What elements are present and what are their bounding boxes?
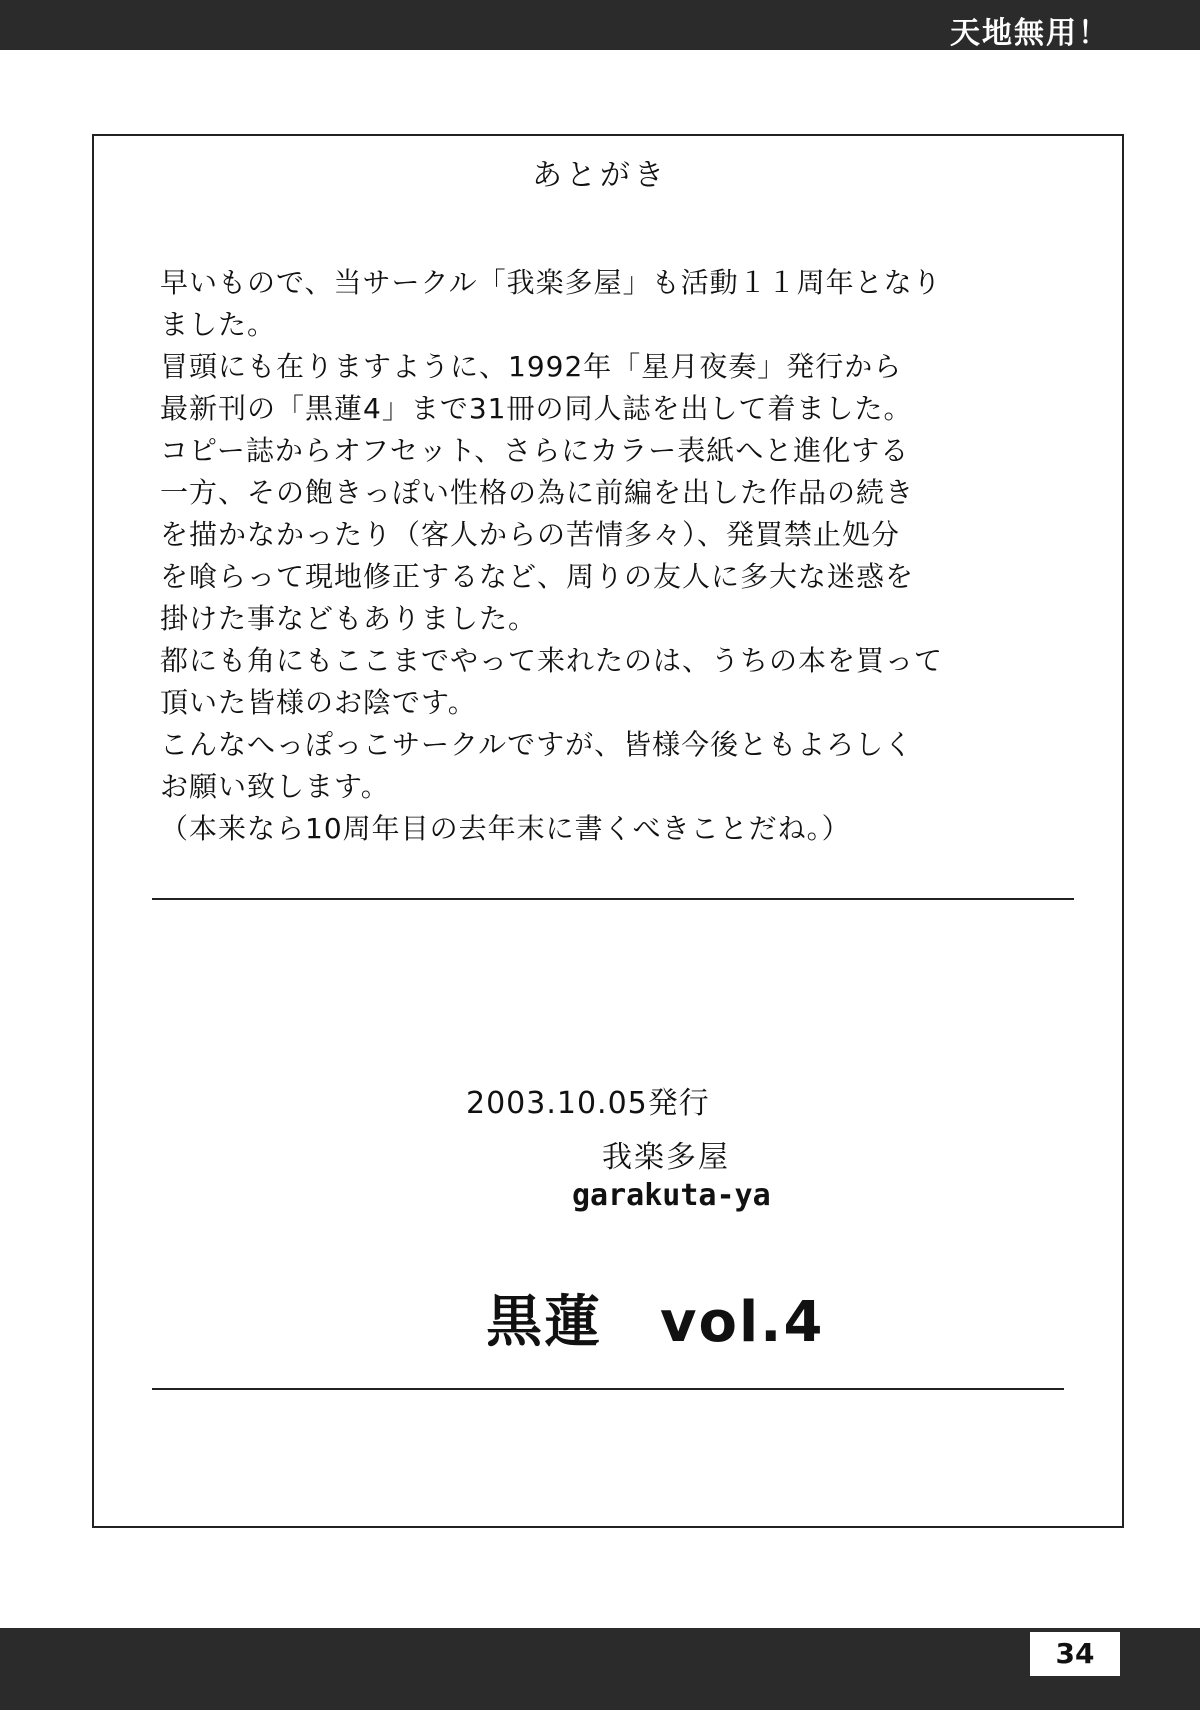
afterword-line: ました。 xyxy=(160,308,277,341)
circle-romaji: garakuta-ya xyxy=(572,1178,771,1213)
afterword-line: 早いもので、当サークル「我楽多屋」も活動１１周年となり xyxy=(160,266,942,299)
afterword-line: お願い致します。 xyxy=(160,770,390,803)
divider-top xyxy=(152,898,1074,900)
book-title: 黒蓮 vol.4 xyxy=(486,1290,825,1355)
issue-date: 2003.10.05発行 xyxy=(466,1086,710,1121)
afterword-line: （本来なら10周年目の去年末に書くべきことだね。） xyxy=(160,812,851,845)
afterword-line: を描かなかったり（客人からの苦情多々）、発買禁止処分 xyxy=(160,518,901,551)
series-title: 天地無用！ xyxy=(950,16,1110,51)
afterword-line: 一方、その飽きっぽい性格の為に前編を出した作品の続き xyxy=(160,476,915,509)
afterword-line: コピー誌からオフセット、さらにカラー表紙へと進化する xyxy=(160,434,910,467)
divider-bottom xyxy=(152,1388,1064,1390)
afterword-line: 都にも角にもここまでやって来れたのは、うちの本を買って xyxy=(160,644,944,677)
circle-name: 我楽多屋 xyxy=(602,1140,730,1175)
bottom-footer-bar xyxy=(0,1628,1200,1710)
page-number: 34 xyxy=(1030,1632,1120,1676)
afterword-line: こんなへっぽっこサークルですが、皆様今後ともよろしく xyxy=(160,728,914,761)
afterword-line: 最新刊の「黒蓮4」まで31冊の同人誌を出して着ました。 xyxy=(160,392,913,425)
afterword-heading: あとがき xyxy=(532,158,668,193)
afterword-line: 掛けた事などもありました。 xyxy=(160,602,538,635)
afterword-line: を喰らって現地修正するなど、周りの友人に多大な迷惑を xyxy=(160,560,915,593)
afterword-line: 冒頭にも在りますように、1992年「星月夜奏」発行から xyxy=(160,350,903,383)
afterword-body xyxy=(160,262,1060,850)
afterword-line: 頂いた皆様のお陰です。 xyxy=(160,686,477,719)
